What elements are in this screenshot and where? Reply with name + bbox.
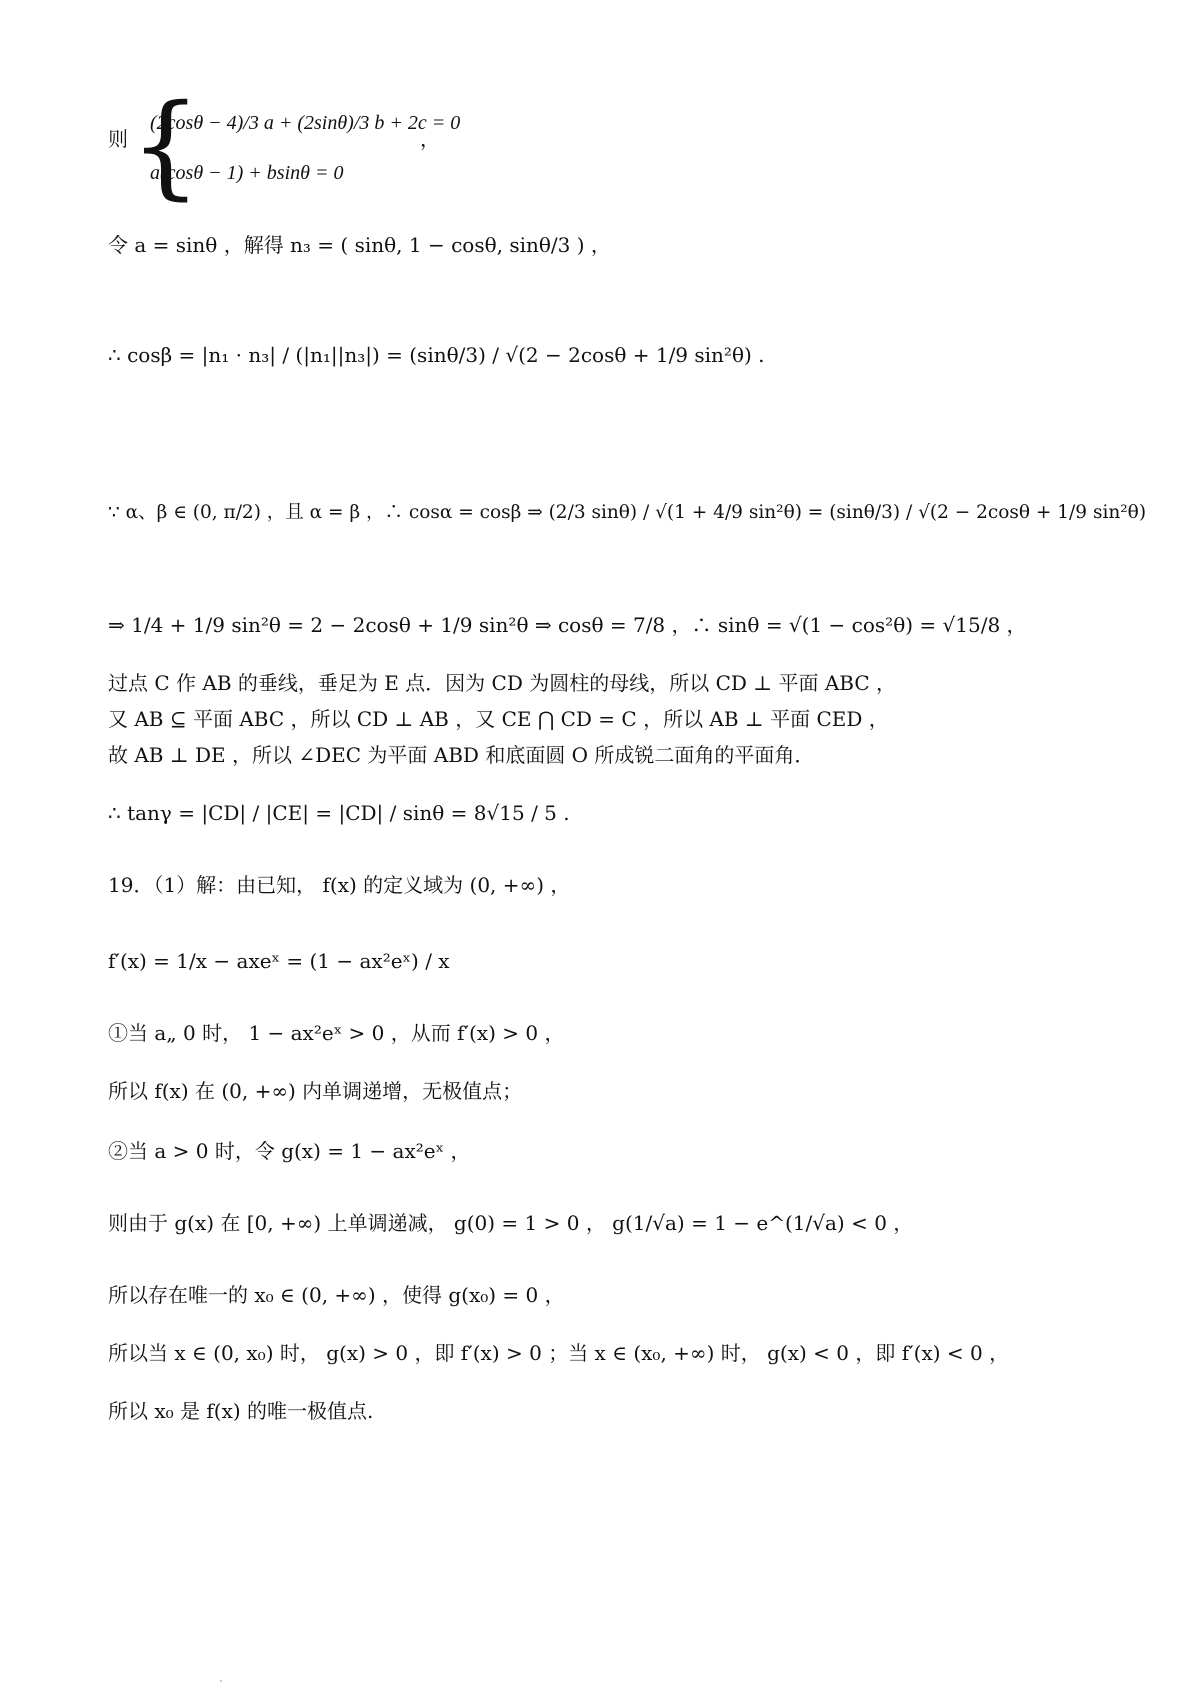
line-case-1: ①当 a„ 0 时， 1 − ax²eˣ > 0 ，从而 f′(x) > 0 ， [108, 1021, 565, 1045]
line-case-1-conclusion: 所以 f(x) 在 (0, +∞) 内单调递增，无极值点； [108, 1079, 523, 1103]
prefix-text: 则 [108, 127, 128, 151]
system-row-2: a(cosθ − 1) + bsinθ = 0 [150, 162, 344, 184]
line-dihedral-angle: 故 AB ⊥ DE ，所以 ∠DEC 为平面 ABD 和底面圆 O 所成锐二面角的平面角． [108, 743, 815, 767]
line-cos-beta: ∴ cosβ = |n₁ · n₃| / (|n₁||n₃|) = (sinθ/3) / √(2 − 2cosθ + 1/9 sin²θ) . [108, 343, 765, 367]
line-normal-vector: 令 a = sinθ ，解得 n₃ = ( sinθ, 1 − cosθ, sinθ/3 ) ， [108, 233, 611, 257]
page-mark [220, 1680, 222, 1682]
line-problem-19: 19．（1）解：由已知， f(x) 的定义域为 (0, +∞) ， [108, 873, 571, 897]
line-perpendicular: 过点 C 作 AB 的垂线，垂足为 E 点．因为 CD 为圆柱的母线，所以 CD ⊥ 平面 ABC ， [108, 671, 896, 695]
line-unique-x0: 所以存在唯一的 x₀ ∈ (0, +∞) ，使得 g(x₀) = 0 ， [108, 1283, 565, 1307]
line-plane-ced: 又 AB ⊆ 平面 ABC ，所以 CD ⊥ AB ，又 CE ⋂ CD = C ，所以 AB ⊥ 平面 CED ， [108, 707, 889, 731]
line-derivative: f′(x) = 1/x − axeˣ = (1 − ax²eˣ) / x [108, 949, 450, 973]
system-brace: { [130, 81, 202, 211]
line-sign-analysis: 所以当 x ∈ (0, x₀) 时， g(x) > 0 ，即 f′(x) > 0 ；当 x ∈ (x₀, +∞) 时， g(x) < 0 ，即 f′(x) < 0 ， [108, 1341, 1010, 1365]
system-row-1: (2cosθ − 4)/3 a + (2sinθ)/3 b + 2c = 0 [150, 112, 461, 134]
line-alpha-beta: ∵ α、β ∈ (0, π/2) ，且 α = β ，∴ cosα = cosβ ⇒ (2/3 sinθ) / √(1 + 4/9 sin²θ) = (sinθ/3) / √(2 − 2cosθ + 1/9 sin²θ) [108, 502, 1147, 523]
line-case-2: ②当 a > 0 时，令 g(x) = 1 − ax²eˣ ， [108, 1139, 471, 1163]
system-suffix: ， [420, 127, 440, 151]
line-tan-gamma: ∴ tanγ = |CD| / |CE| = |CD| / sinθ = 8√15 / 5 . [108, 801, 570, 825]
line-cos-theta: ⇒ 1/4 + 1/9 sin²θ = 2 − 2cosθ + 1/9 sin²θ ⇒ cosθ = 7/8 ，∴ sinθ = √(1 − cos²θ) = √15/8 ， [108, 613, 1027, 637]
line-conclusion: 所以 x₀ 是 f(x) 的唯一极值点. [108, 1399, 374, 1423]
line-g-decreasing: 则由于 g(x) 在 [0, +∞) 上单调递减， g(0) = 1 > 0 ， g(1/√a) = 1 − e^(1/√a) < 0 ， [108, 1211, 914, 1235]
